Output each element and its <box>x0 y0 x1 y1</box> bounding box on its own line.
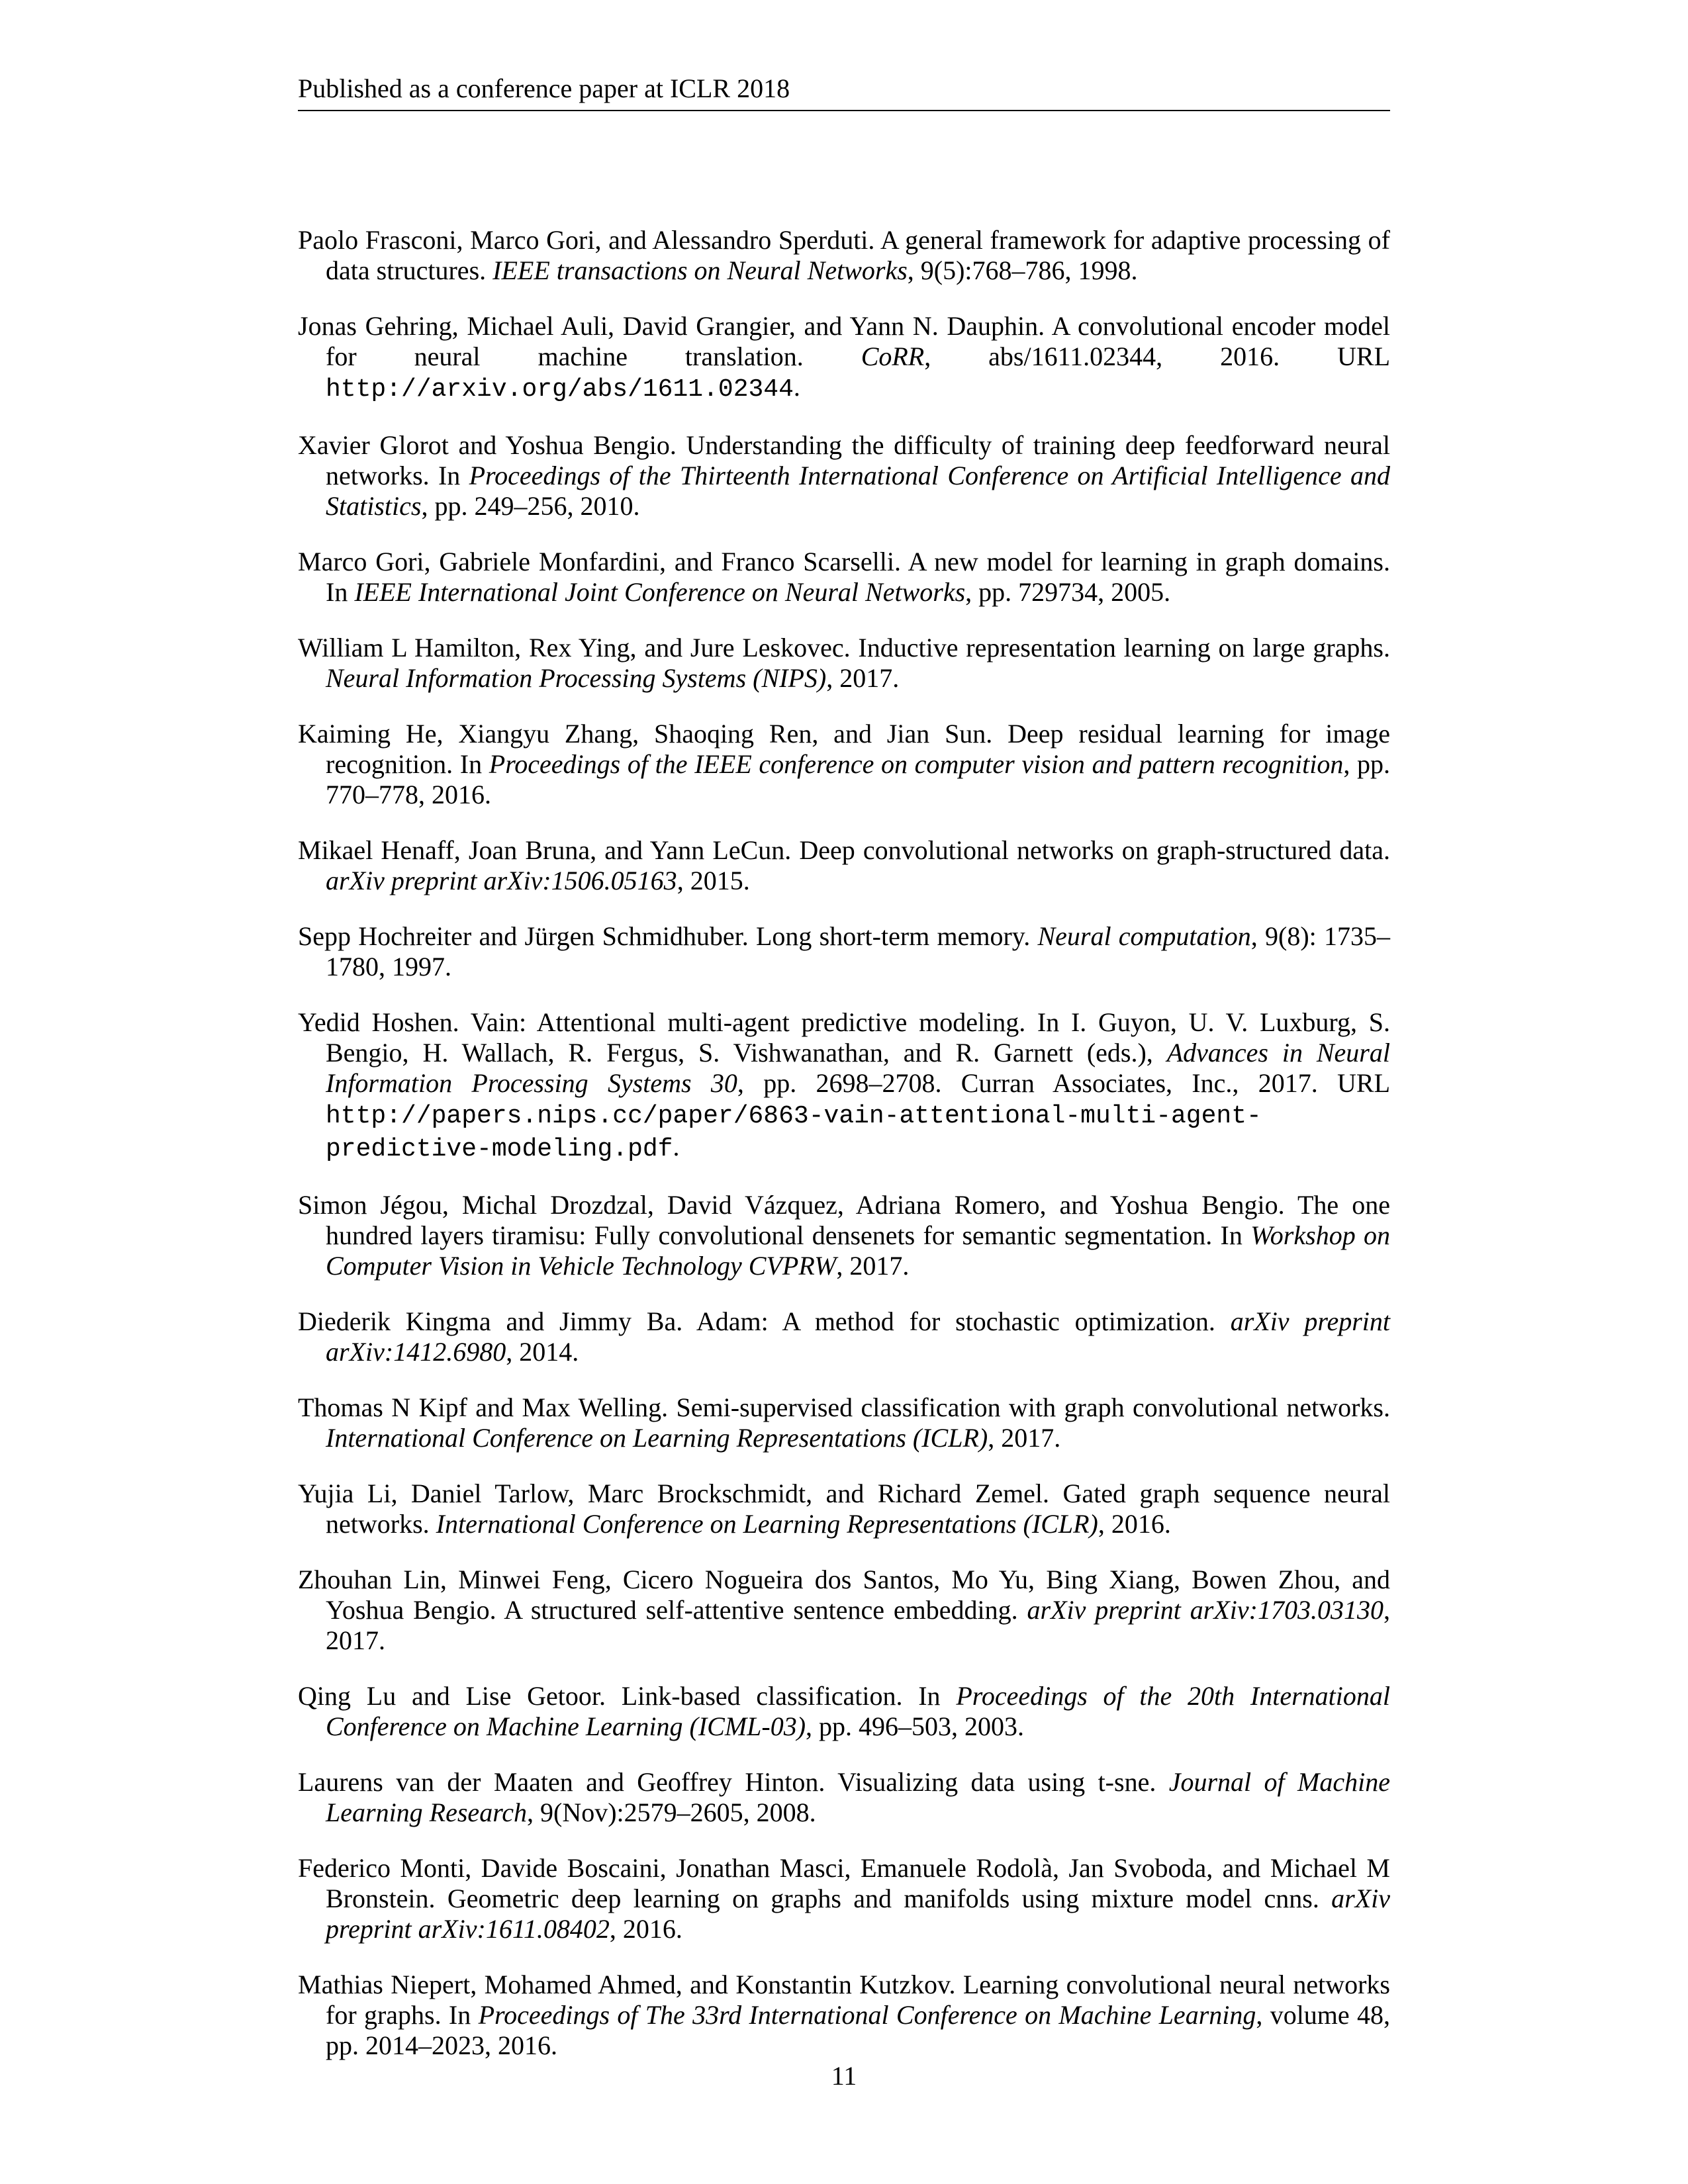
reference-text: Federico Monti, Davide Boscaini, Jonathan Masci, Emanuele Rodolà, Jan Svoboda, and Michael M Bronstein. Geometric deep learning on graphs and manifolds using mixture model cnns. <box>298 1853 1390 1913</box>
reference-venue: Journal of Machine Learning Research <box>326 1767 1390 1827</box>
reference-venue: Proceedings of the IEEE conference on computer vision and pattern recognition <box>489 749 1344 779</box>
reference-text: Diederik Kingma and Jimmy Ba. Adam: A method for stochastic optimization. <box>298 1306 1231 1336</box>
reference-venue: International Conference on Learning Representations (ICLR) <box>436 1509 1098 1539</box>
reference-item <box>298 1970 1390 2061</box>
page-number: 11 <box>831 2061 857 2091</box>
reference-details: , pp. 770–778, 2016. <box>326 749 1391 809</box>
reference-text: Yedid Hoshen. Vain: Attentional multi-agent predictive modeling. In I. Guyon, U. V. Luxburg, S. Bengio, H. Wallach, R. Fergus, S. Vishwanathan, and R. Garnett (eds.), <box>298 1007 1390 1068</box>
reference-venue: CoRR <box>861 341 925 371</box>
reference-venue: Workshop on Computer Vision in Vehicle Technology CVPRW <box>326 1220 1390 1281</box>
running-header: Published as a conference paper at ICLR 2018 <box>298 70 1390 111</box>
reference-venue: Proceedings of the 20th International Conference on Machine Learning (ICML-03) <box>326 1681 1390 1741</box>
reference-text: Kaiming He, Xiangyu Zhang, Shaoqing Ren, and Jian Sun. Deep residual learning for image recognition. In <box>298 719 1390 779</box>
reference-venue: arXiv preprint arXiv:1412.6980 <box>326 1306 1391 1367</box>
reference-text: Yujia Li, Daniel Tarlow, Marc Brockschmidt, and Richard Zemel. Gated graph sequence neural networks. <box>298 1479 1390 1539</box>
reference-details: , pp. 496–503, 2003. <box>806 1711 1025 1741</box>
reference-details: , pp. 249–256, 2010. <box>421 491 640 521</box>
reference-text: Qing Lu and Lise Getoor. Link-based classification. In <box>298 1681 957 1711</box>
reference-item <box>298 633 1390 694</box>
reference-url[interactable]: http://papers.nips.cc/paper/6863-vain-attentional-multi-agent-predictive-modeling.pdf <box>326 1102 1262 1163</box>
reference-venue: Advances in Neural Information Processing Systems 30 <box>326 1038 1390 1098</box>
reference-text: Sepp Hochreiter and Jürgen Schmidhuber. Long short-term memory. <box>298 921 1038 951</box>
reference-text: Xavier Glorot and Yoshua Bengio. Understanding the difficulty of training deep feedforward neural networks. In <box>298 430 1390 490</box>
reference-venue: Proceedings of the Thirteenth International Conference on Artificial Intelligence and Statistics <box>326 461 1390 521</box>
reference-item <box>298 1007 1390 1165</box>
reference-url[interactable]: http://arxiv.org/abs/1611.02344 <box>326 375 794 404</box>
reference-details: , 9(8): 1735–1780, 1997. <box>326 921 1391 981</box>
reference-text: Jonas Gehring, Michael Auli, David Grangier, and Yann N. Dauphin. A convolutional encoder model for neural machine translation. <box>298 311 1390 371</box>
reference-item <box>298 547 1390 608</box>
reference-text: William L Hamilton, Rex Ying, and Jure Leskovec. Inductive representation learning on large graphs. <box>298 633 1390 662</box>
reference-details: , volume 48, pp. 2014–2023, 2016. <box>326 2000 1390 2060</box>
reference-item <box>298 719 1390 810</box>
reference-venue: arXiv preprint arXiv:1703.03130 <box>1027 1595 1383 1625</box>
reference-item <box>298 1306 1390 1367</box>
reference-item <box>298 921 1390 982</box>
reference-tail: . <box>793 372 800 402</box>
reference-item <box>298 1681 1390 1742</box>
reference-details: , 2017. <box>826 663 900 693</box>
reference-item <box>298 311 1390 405</box>
reference-text: Thomas N Kipf and Max Welling. Semi-supervised classification with graph convolutional networks. <box>298 1392 1390 1422</box>
reference-venue: IEEE International Joint Conference on Neural Networks <box>354 577 966 607</box>
reference-item <box>298 1565 1390 1656</box>
reference-details: , 2017. <box>988 1423 1061 1453</box>
reference-details: , 2015. <box>677 866 750 895</box>
reference-item <box>298 430 1390 522</box>
reference-details: , 2017. <box>326 1595 1390 1655</box>
reference-details: , 9(5):768–786, 1998. <box>907 255 1138 285</box>
reference-text: Simon Jégou, Michal Drozdzal, David Vázquez, Adriana Romero, and Yoshua Bengio. The one hundred layers tiramisu: Fully convolutional densenets for semantic segmentation. In <box>298 1190 1390 1250</box>
reference-details: , abs/1611.02344, 2016. URL <box>924 341 1391 371</box>
reference-venue: International Conference on Learning Representations (ICLR) <box>326 1423 988 1453</box>
reference-item <box>298 1479 1390 1539</box>
references-list <box>298 225 1390 2086</box>
reference-venue: Neural computation <box>1037 921 1251 951</box>
reference-text: Marco Gori, Gabriele Monfardini, and Franco Scarselli. A new model for learning in graph domains. In <box>298 547 1390 607</box>
reference-text: Mikael Henaff, Joan Bruna, and Yann LeCun. Deep convolutional networks on graph-structured data. <box>298 835 1390 865</box>
reference-item <box>298 225 1390 286</box>
reference-details: , 2016. <box>1098 1509 1171 1539</box>
reference-details: , 2014. <box>506 1337 579 1367</box>
reference-venue: arXiv preprint arXiv:1611.08402 <box>326 1884 1390 1944</box>
reference-tail: . <box>673 1132 680 1161</box>
reference-details: , 2017. <box>836 1251 910 1281</box>
reference-item <box>298 1767 1390 1828</box>
reference-details: , pp. 729734, 2005. <box>965 577 1171 607</box>
reference-details: , pp. 2698–2708. Curran Associates, Inc., 2017. URL <box>737 1068 1391 1098</box>
reference-venue: IEEE transactions on Neural Networks <box>492 255 908 285</box>
reference-text: Zhouhan Lin, Minwei Feng, Cicero Nogueira dos Santos, Mo Yu, Bing Xiang, Bowen Zhou, and Yoshua Bengio. A structured self-attentive sentence embedding. <box>298 1565 1390 1625</box>
reference-text: Mathias Niepert, Mohamed Ahmed, and Konstantin Kutzkov. Learning convolutional neural networks for graphs. In <box>298 1970 1390 2030</box>
reference-venue: Proceedings of The 33rd International Conference on Machine Learning <box>478 2000 1256 2030</box>
reference-venue: arXiv preprint arXiv:1506.05163 <box>326 866 677 895</box>
reference-details: , 2016. <box>609 1914 682 1944</box>
reference-details: , 9(Nov):2579–2605, 2008. <box>527 1797 816 1827</box>
reference-text: Laurens van der Maaten and Geoffrey Hinton. Visualizing data using t-sne. <box>298 1767 1169 1797</box>
reference-item <box>298 1190 1390 1281</box>
reference-item <box>298 1853 1390 1944</box>
reference-item <box>298 1392 1390 1453</box>
reference-text: Paolo Frasconi, Marco Gori, and Alessandro Sperduti. A general framework for adaptive processing of data structures. <box>298 225 1390 285</box>
reference-venue: Neural Information Processing Systems (NIPS) <box>326 663 827 693</box>
reference-item <box>298 835 1390 896</box>
